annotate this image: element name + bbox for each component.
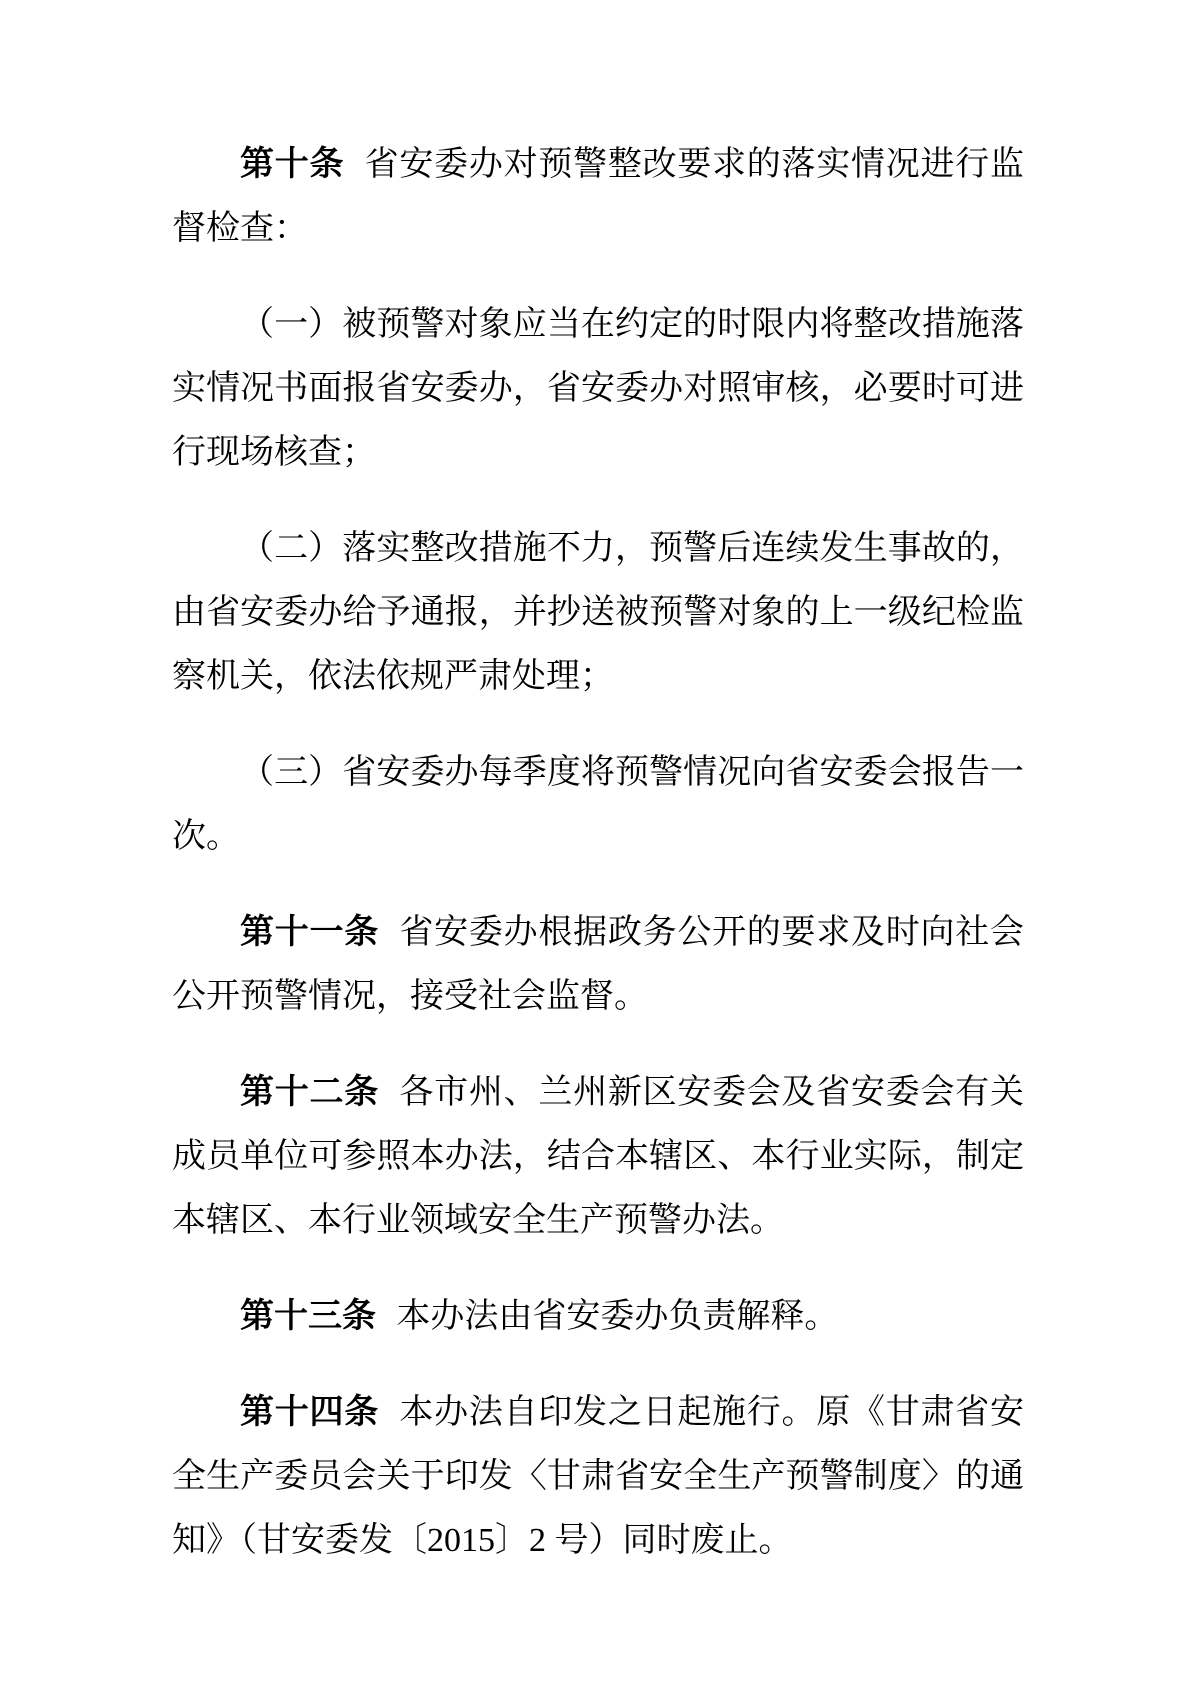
article-13-number: 第十三条 [240,1298,376,1335]
article-10-text: 省安委办对预警整改要求的落实情况进行监督检查： [172,146,1025,247]
article-11-number: 第十一条 [240,914,379,951]
paragraph-item-1 [172,293,1024,485]
item-2-text: （二）落实整改措施不力，预警后连续发生事故的，由省安委办给予通报，并抄送被预警对象的上一级纪检监察机关，依法依规严肃处理； [172,530,1024,695]
paragraph-article-12 [172,1061,1024,1253]
item-1-text: （一）被预警对象应当在约定的时限内将整改措施落实情况书面报省安委办，省安委办对照审核，必要时可进行现场核查； [172,306,1024,471]
paragraph-article-10 [172,133,1024,261]
article-14-text: 本办法自印发之日起施行。原《甘肃省安全生产委员会关于印发〈甘肃省安全生产预警制度〉的通知》（甘安委发〔2015〕2 号）同时废止。 [172,1394,1025,1559]
article-12-number: 第十二条 [240,1074,379,1111]
paragraph-item-3 [172,741,1024,869]
article-11-text: 省安委办根据政务公开的要求及时向社会公开预警情况，接受社会监督。 [172,914,1025,1015]
item-3-text: （三）省安委办每季度将预警情况向省安委会报告一次。 [172,754,1024,855]
article-12-text: 各市州、兰州新区安委会及省安委会有关成员单位可参照本办法，结合本辖区、本行业实际，制定本辖区、本行业领域安全生产预警办法。 [172,1074,1025,1239]
article-14-number: 第十四条 [240,1394,379,1431]
paragraph-article-11 [172,901,1024,1029]
paragraph-item-2 [172,517,1024,709]
article-13-text: 本办法由省安委办负责解释。 [396,1298,839,1335]
paragraph-article-14 [172,1381,1024,1573]
article-10-number: 第十条 [240,146,345,183]
paragraph-article-13 [172,1285,1024,1349]
